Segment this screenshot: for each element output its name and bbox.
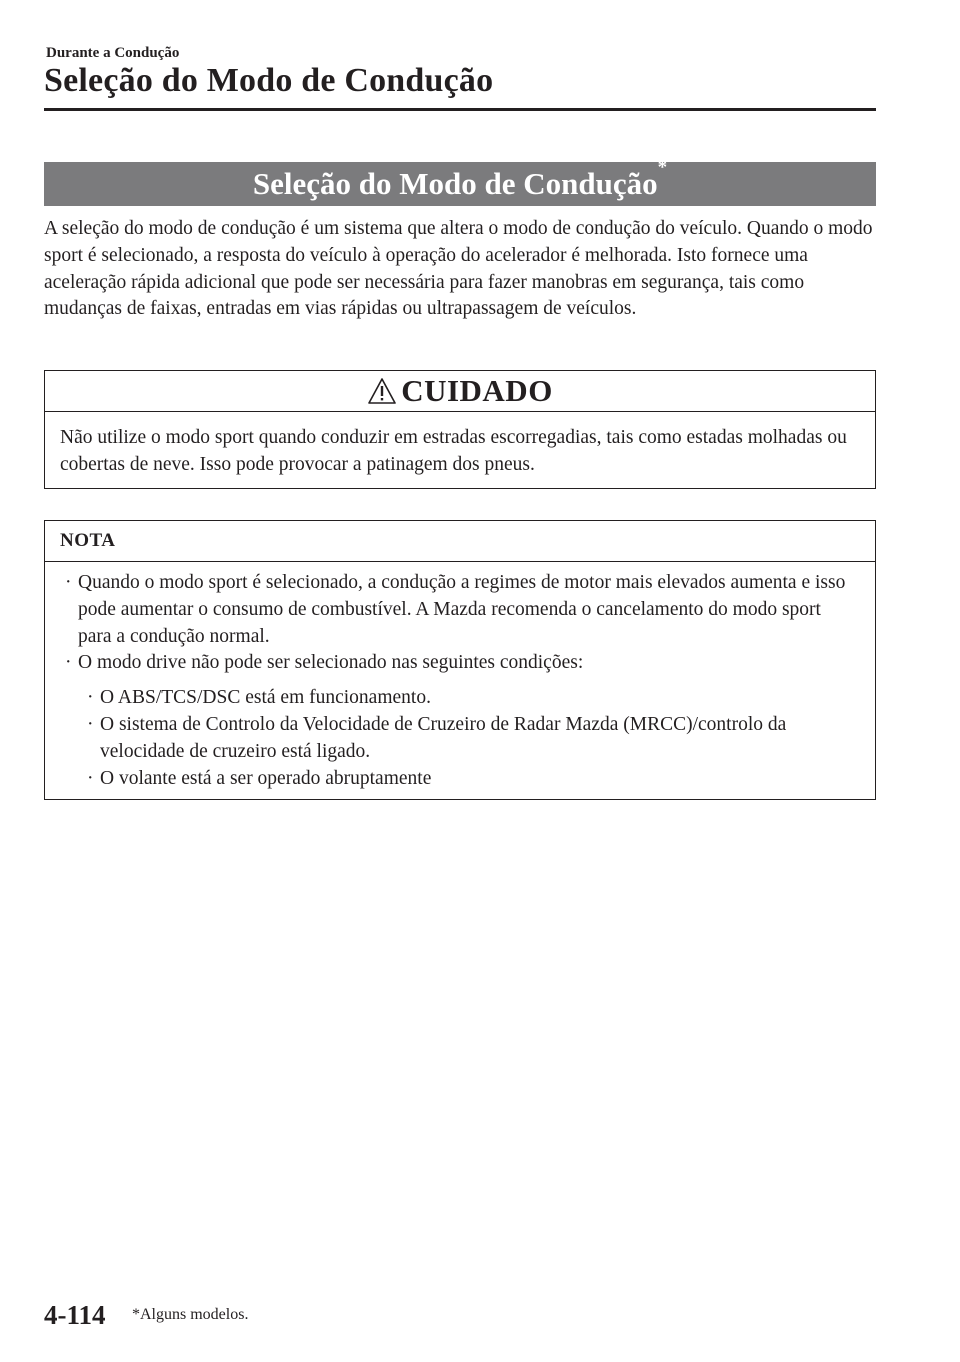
note-subitem-text: O volante está a ser operado abruptamente	[100, 767, 432, 789]
caution-text: Não utilize o modo sport quando conduzir em estradas escorregadias, tais como estadas molhadas ou cobertas de neve. Isso pode provocar a patinagem dos pneus.	[60, 427, 847, 475]
note-body	[45, 562, 875, 792]
caution-header	[45, 371, 875, 412]
note-box	[44, 520, 876, 800]
section-banner	[44, 157, 876, 206]
page-title: Seleção do Modo de Condução	[44, 62, 494, 99]
bullet-icon: ·	[65, 572, 72, 593]
warning-triangle-icon	[367, 377, 397, 405]
bullet-icon: ·	[87, 767, 94, 789]
intro-paragraph: A seleção do modo de condução é um sistema que altera o modo de condução do veículo. Quando o modo sport é selecionado, a resposta do veículo à operação do acelerador é melhorada. Isto fornece uma aceleração rápida adicional que pode ser necessária para fazer manobras em segurança, tais como mudanças de faixas, entradas em vias rápidas ou ultrapassagem de veículos.	[44, 218, 873, 320]
note-item-text: O modo drive não pode ser selecionado nas seguintes condições:	[78, 652, 584, 674]
bullet-icon: ·	[87, 687, 94, 709]
chapter-label: Durante a Condução	[46, 45, 180, 61]
note-list-item	[59, 650, 859, 677]
note-sublist-item	[81, 685, 859, 712]
note-subitem-text: O sistema de Controlo da Velocidade de Cruzeiro de Radar Mazda (MRCC)/controlo da velocidade de cruzeiro está ligado.	[100, 713, 787, 762]
optional-equipment-asterisk: *	[657, 157, 668, 178]
note-sublist-item	[81, 712, 859, 766]
bullet-icon: ·	[87, 713, 94, 735]
note-item-text: Quando o modo sport é selecionado, a condução a regimes de motor mais elevados aumenta e isso pode aumentar o consumo de combustível. A Mazda recomenda o cancelamento do modo sport para a condução normal.	[78, 572, 846, 647]
title-divider	[44, 108, 876, 111]
caution-box	[44, 370, 876, 489]
note-label: NOTA	[45, 521, 875, 562]
footnote: *Alguns modelos.	[132, 1306, 249, 1323]
caution-label: CUIDADO	[401, 373, 553, 408]
note-sublist-item	[81, 766, 859, 793]
page-number: 4-114	[44, 1300, 106, 1330]
note-list-item	[59, 570, 859, 650]
section-title: Seleção do Modo de Condução	[252, 166, 658, 201]
bullet-icon: ·	[65, 652, 72, 674]
note-subitem-text: O ABS/TCS/DSC está em funcionamento.	[100, 687, 431, 709]
note-sublist	[59, 685, 859, 792]
